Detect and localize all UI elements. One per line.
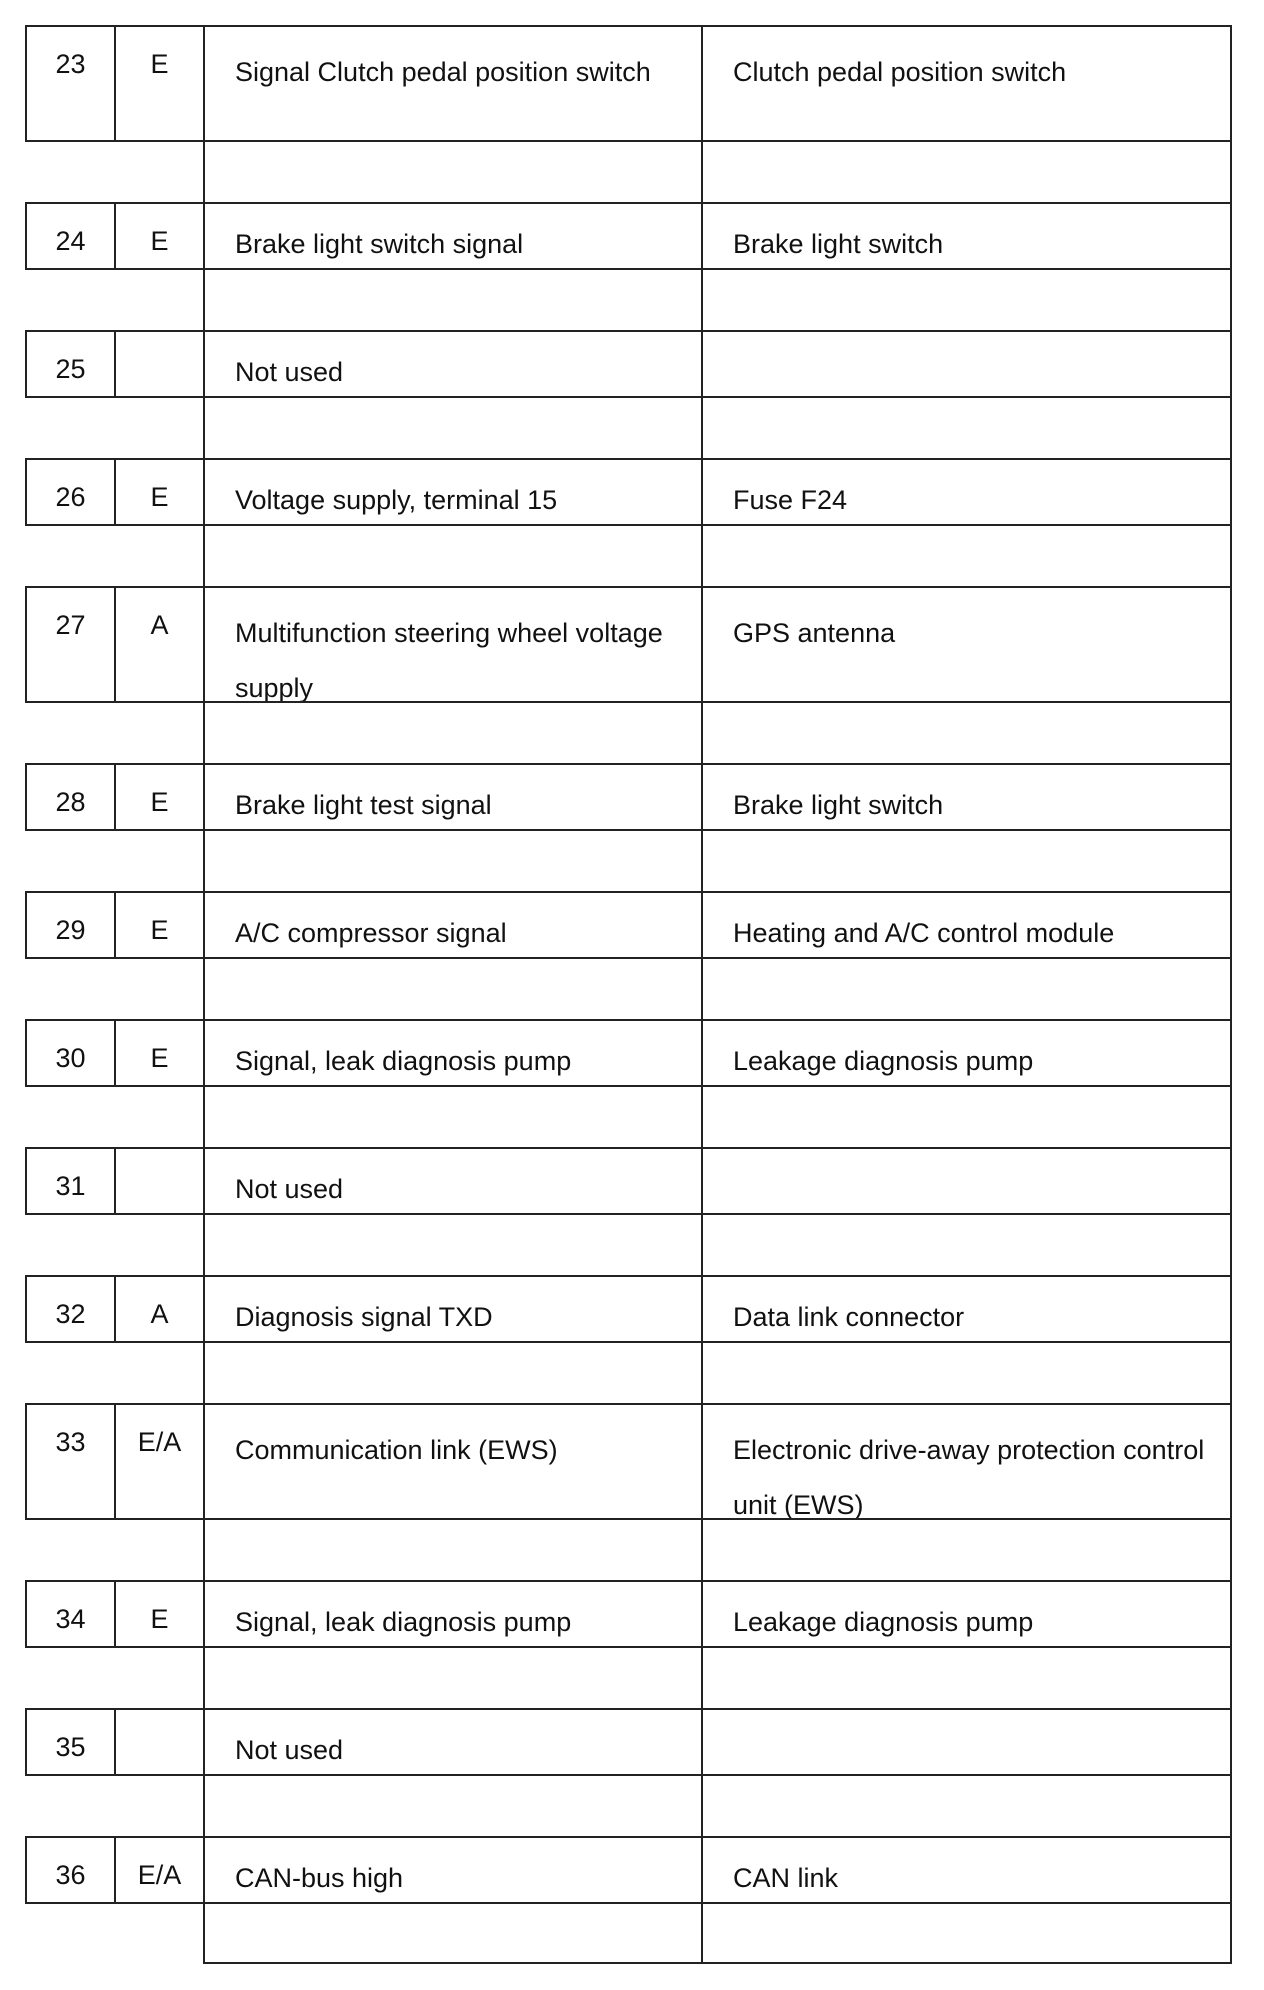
connected-component: Brake light switch — [733, 790, 944, 820]
signal-description: A/C compressor signal — [205, 893, 703, 957]
signal-description: Multifunction steering wheel voltage supply — [205, 588, 703, 701]
signal-description: Communication link (EWS) — [205, 1405, 703, 1518]
pin-row — [25, 1708, 1232, 1774]
signal-description: Voltage supply, terminal 15 — [205, 460, 703, 524]
spacer-row — [25, 1085, 1232, 1147]
pin-type: E/A — [116, 1838, 205, 1902]
spacer-row — [25, 396, 1232, 458]
pin-number: 32 — [27, 1277, 116, 1341]
connected-component — [703, 1710, 1230, 1774]
connected-component: Leakage diagnosis pump — [733, 1607, 1034, 1637]
pin-type — [116, 1149, 205, 1213]
pin-type — [116, 332, 205, 396]
spacer-row — [25, 524, 1232, 586]
connected-component — [703, 332, 1230, 396]
pin-number: 26 — [27, 460, 116, 524]
signal-description: Signal, leak diagnosis pump — [205, 1582, 703, 1646]
connected-component: Brake light switch — [733, 229, 944, 259]
pin-number: 30 — [27, 1021, 116, 1085]
signal-description: Not used — [205, 1710, 703, 1774]
pin-type: E — [116, 1582, 205, 1646]
spacer-row — [25, 1646, 1232, 1708]
pin-assignment-table — [25, 25, 1232, 1964]
pin-row — [25, 1403, 1232, 1518]
spacer-row — [25, 957, 1232, 1019]
pin-type: E — [116, 765, 205, 829]
pin-number: 33 — [27, 1405, 116, 1518]
pin-row — [25, 202, 1232, 268]
pin-row — [25, 891, 1232, 957]
pin-number: 24 — [27, 204, 116, 268]
pin-number: 23 — [27, 27, 116, 140]
spacer-row — [25, 140, 1232, 202]
connected-component: CAN link — [733, 1863, 839, 1893]
connected-component — [703, 1149, 1230, 1213]
pin-type: A — [116, 1277, 205, 1341]
pin-number: 36 — [27, 1838, 116, 1902]
pin-type — [116, 1710, 205, 1774]
pin-number: 25 — [27, 332, 116, 396]
pin-number: 29 — [27, 893, 116, 957]
pin-row — [25, 1836, 1232, 1902]
spacer-row — [25, 1518, 1232, 1580]
pin-number: 34 — [27, 1582, 116, 1646]
pin-row — [25, 763, 1232, 829]
signal-description: Brake light switch signal — [205, 204, 703, 268]
signal-description: CAN-bus high — [205, 1838, 703, 1902]
spacer-row — [25, 829, 1232, 891]
pin-number: 31 — [27, 1149, 116, 1213]
spacer-row — [25, 268, 1232, 330]
pin-type: E — [116, 204, 205, 268]
pin-type: A — [116, 588, 205, 701]
connected-component: Fuse F24 — [733, 485, 848, 515]
signal-description: Signal Clutch pedal position switch — [205, 27, 703, 140]
pin-row — [25, 1019, 1232, 1085]
pin-row — [25, 330, 1232, 396]
spacer-row — [25, 1341, 1232, 1403]
signal-description: Brake light test signal — [205, 765, 703, 829]
pin-row — [25, 1580, 1232, 1646]
spacer-row — [25, 701, 1232, 763]
pin-number: 27 — [27, 588, 116, 701]
signal-description: Not used — [205, 332, 703, 396]
connected-component: Leakage diagnosis pump — [733, 1046, 1034, 1076]
pin-number: 35 — [27, 1710, 116, 1774]
pin-type: E — [116, 1021, 205, 1085]
connected-component: GPS antenna — [733, 618, 896, 648]
spacer-row — [25, 1213, 1232, 1275]
pin-type: E — [116, 460, 205, 524]
signal-description: Signal, leak diagnosis pump — [205, 1021, 703, 1085]
pin-number: 28 — [27, 765, 116, 829]
signal-description: Diagnosis signal TXD — [205, 1277, 703, 1341]
pin-row — [25, 1275, 1232, 1341]
connected-component: Electronic drive-away protection control unit (EWS) — [733, 1435, 1205, 1520]
pin-row — [25, 586, 1232, 701]
spacer-row — [25, 1902, 1232, 1964]
pin-row — [25, 1147, 1232, 1213]
pin-row — [25, 458, 1232, 524]
connected-component: Data link connector — [733, 1302, 965, 1332]
connected-component: Clutch pedal position switch — [733, 57, 1067, 87]
signal-description: Not used — [205, 1149, 703, 1213]
connected-component: Heating and A/C control module — [733, 918, 1115, 948]
pin-row — [25, 25, 1232, 140]
pin-type: E/A — [116, 1405, 205, 1518]
pin-type: E — [116, 893, 205, 957]
pin-type: E — [116, 27, 205, 140]
spacer-row — [25, 1774, 1232, 1836]
